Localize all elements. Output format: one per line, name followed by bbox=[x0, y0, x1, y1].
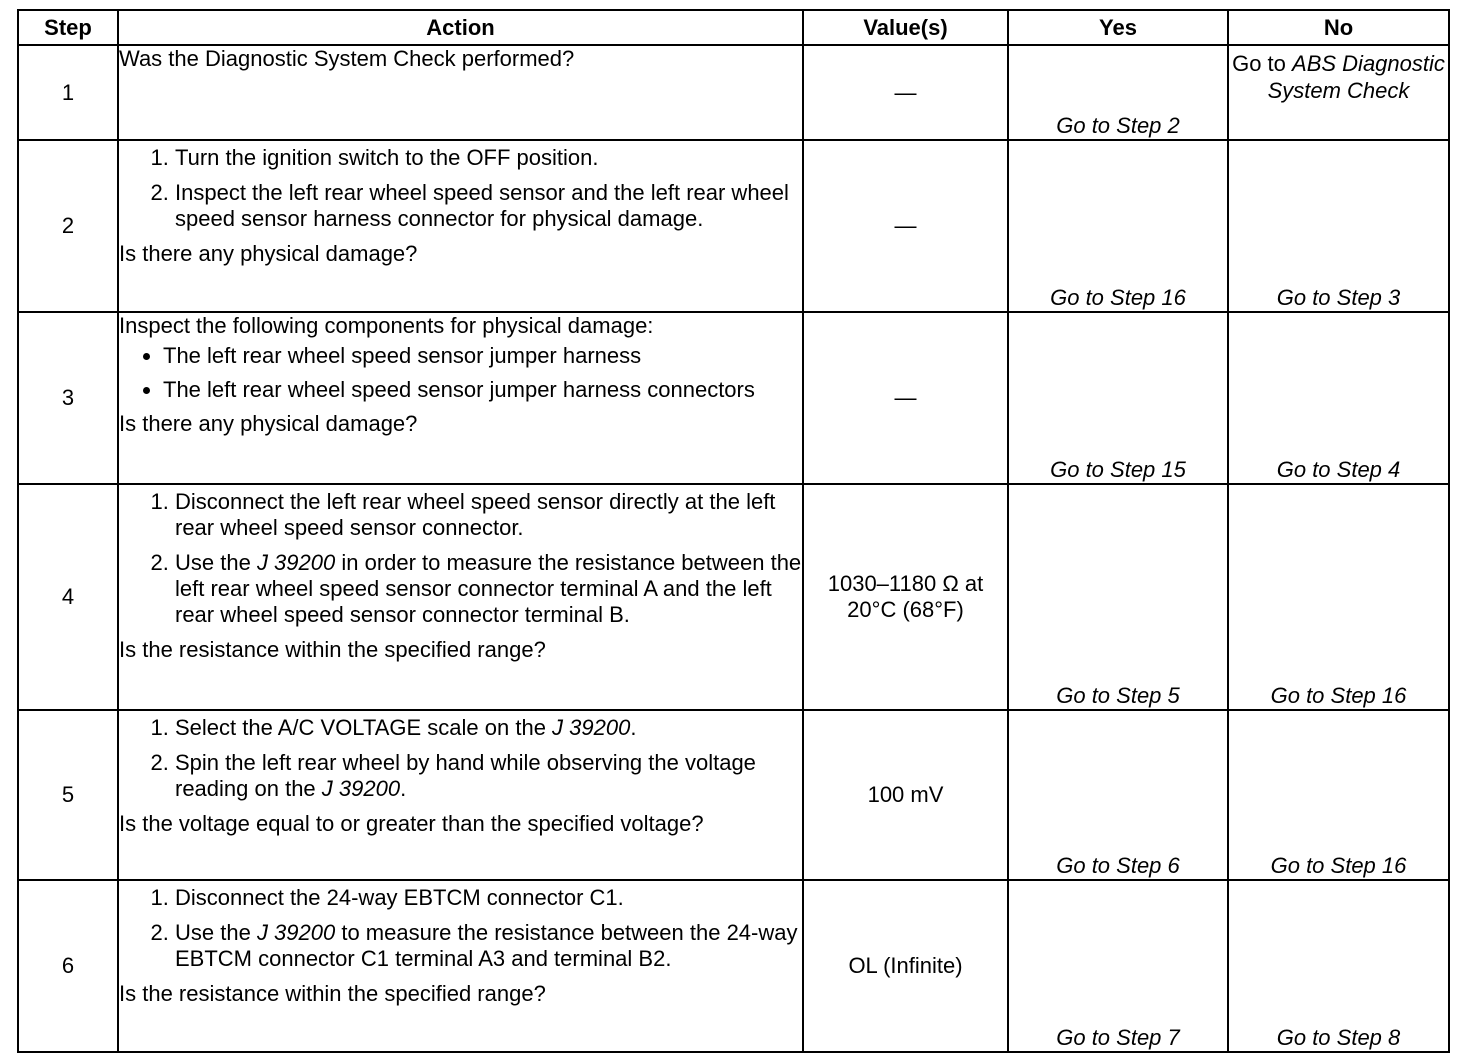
tool-name: J 39200 bbox=[552, 715, 631, 740]
yes-link[interactable]: Go to Step 6 bbox=[1008, 710, 1228, 880]
header-values: Value(s) bbox=[803, 10, 1008, 45]
yes-link[interactable]: Go to Step 15 bbox=[1008, 312, 1228, 484]
step-number: 6 bbox=[18, 880, 118, 1052]
step-number: 1 bbox=[18, 45, 118, 140]
yes-link[interactable]: Go to Step 16 bbox=[1008, 140, 1228, 312]
tool-name: J 39200 bbox=[321, 776, 401, 801]
no-prefix: Go to bbox=[1232, 51, 1286, 76]
header-yes: Yes bbox=[1008, 10, 1228, 45]
value-cell: — bbox=[803, 140, 1008, 312]
tool-name: J 39200 bbox=[256, 550, 336, 575]
action-cell bbox=[118, 45, 803, 140]
action-question: Is the resistance within the specified range? bbox=[119, 981, 546, 1006]
no-link[interactable]: Go to Step 3 bbox=[1228, 140, 1449, 312]
no-link[interactable]: Go to Step 16 bbox=[1228, 710, 1449, 880]
component-list bbox=[119, 343, 802, 403]
action-steps bbox=[119, 715, 802, 802]
step-text: . bbox=[400, 776, 407, 801]
diagnostic-table bbox=[17, 9, 1450, 1053]
no-reference: ABS Diagnostic System Check bbox=[1267, 51, 1445, 103]
no-link[interactable]: Go to Step 16 bbox=[1228, 484, 1449, 710]
header-row bbox=[18, 10, 1449, 45]
step-text: . bbox=[630, 715, 637, 740]
value-cell: OL (Infinite) bbox=[803, 880, 1008, 1052]
action-steps bbox=[119, 885, 802, 972]
step-text: Spin the left rear wheel by hand while observing the voltage reading on the bbox=[175, 750, 756, 801]
action-question: Is the voltage equal to or greater than the specified voltage? bbox=[119, 811, 704, 836]
value-temperature: 20°C (68°F) bbox=[847, 597, 964, 622]
action-step bbox=[175, 920, 802, 972]
step-number: 2 bbox=[18, 140, 118, 312]
table-row bbox=[18, 45, 1449, 140]
yes-link[interactable]: Go to Step 5 bbox=[1008, 484, 1228, 710]
step-number: 5 bbox=[18, 710, 118, 880]
action-step bbox=[175, 715, 802, 741]
component-item: • The left rear wheel speed sensor jumper harness connectors bbox=[163, 377, 802, 403]
table-row bbox=[18, 312, 1449, 484]
yes-link[interactable]: Go to Step 7 bbox=[1008, 880, 1228, 1052]
yes-link[interactable]: Go to Step 2 bbox=[1008, 45, 1228, 140]
value-cell: — bbox=[803, 45, 1008, 140]
action-question: Is there any physical damage? bbox=[119, 241, 418, 266]
value-cell bbox=[803, 484, 1008, 710]
action-step bbox=[175, 550, 802, 628]
no-link[interactable]: Go to Step 8 bbox=[1228, 880, 1449, 1052]
action-question: Is the resistance within the specified range? bbox=[119, 637, 546, 662]
action-cell bbox=[118, 710, 803, 880]
value-cell: — bbox=[803, 312, 1008, 484]
step-number: 4 bbox=[18, 484, 118, 710]
action-step: 1. Disconnect the 24-way EBTCM connector C1. bbox=[175, 885, 802, 911]
table-row bbox=[18, 140, 1449, 312]
action-steps bbox=[119, 489, 802, 628]
table-row bbox=[18, 484, 1449, 710]
action-intro: Inspect the following components for physical damage: bbox=[119, 313, 654, 338]
component-item: • The left rear wheel speed sensor jumper harness bbox=[163, 343, 802, 369]
header-no: No bbox=[1228, 10, 1449, 45]
action-cell bbox=[118, 140, 803, 312]
step-text: in order to measure the resistance between the left rear wheel speed sensor connector terminal A and the left rear wheel speed sensor connector terminal B. bbox=[175, 550, 802, 627]
value-cell: 100 mV bbox=[803, 710, 1008, 880]
table-row bbox=[18, 710, 1449, 880]
action-step: 2. Inspect the left rear wheel speed sensor and the left rear wheel speed sensor harness connector for physical damage. bbox=[175, 180, 802, 232]
action-cell bbox=[118, 484, 803, 710]
header-action: Action bbox=[118, 10, 803, 45]
no-link[interactable]: Go to Step 4 bbox=[1228, 312, 1449, 484]
step-text: to measure the resistance between the 24-way EBTCM connector C1 terminal A3 and terminal B2. bbox=[175, 920, 798, 971]
action-question: Was the Diagnostic System Check performed? bbox=[119, 46, 575, 71]
step-text: Select the A/C VOLTAGE scale on the bbox=[175, 715, 553, 740]
header-step: Step bbox=[18, 10, 118, 45]
action-cell bbox=[118, 312, 803, 484]
action-step bbox=[175, 750, 802, 802]
step-number: 3 bbox=[18, 312, 118, 484]
value-range: 1030–1180 Ω at bbox=[827, 571, 984, 596]
table-row bbox=[18, 880, 1449, 1052]
action-steps bbox=[119, 145, 802, 232]
action-question: Is there any physical damage? bbox=[119, 411, 418, 436]
tool-name: J 39200 bbox=[256, 920, 336, 945]
step-text: Use the bbox=[175, 550, 257, 575]
action-cell bbox=[118, 880, 803, 1052]
no-link[interactable] bbox=[1228, 45, 1449, 140]
action-step: 1. Disconnect the left rear wheel speed sensor directly at the left rear wheel speed sensor connector. bbox=[175, 489, 802, 541]
action-step: 1. Turn the ignition switch to the OFF position. bbox=[175, 145, 802, 171]
step-text: Use the bbox=[175, 920, 257, 945]
